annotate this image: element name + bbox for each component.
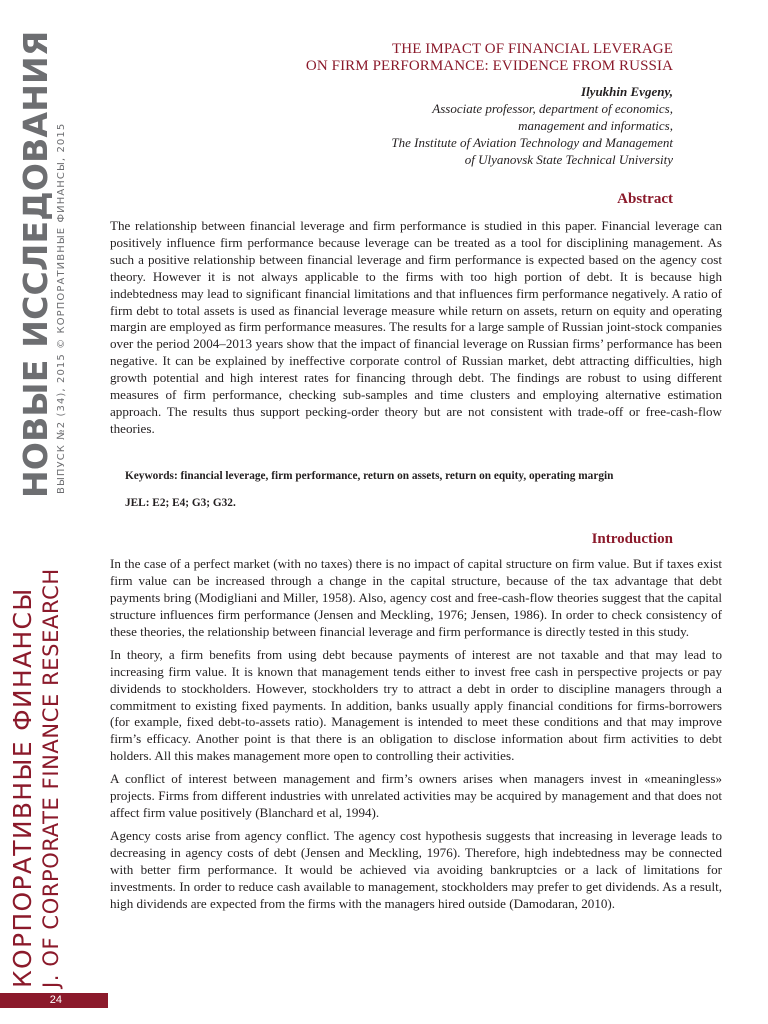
article-header xyxy=(240,41,673,168)
abstract-heading: Abstract xyxy=(617,191,673,207)
paper-title xyxy=(240,41,673,75)
abstract-paragraph: The relationship between financial leverage and firm performance is studied in this paper. Financial leverage can positively influence firm performance because leverage can be treated as a tool for disciplining management. As such a positive relationship between financial leverage and firm performance is expected based on the agency cost theory. However it is not always applicable to the firms with too high portion of debt. It is because high indebtedness may lead to significant financial limitations and that influences firm performance negatively. A ratio of firm debt to total assets is used as financial leverage measure while return on assets, return on equity and operating margin are employed as firm performance measures. The results for a large sample of Russian joint-stock companies over the period 2004–2013 years show that the impact of financial leverage on Russian firms’ performance has been negative. It can be explained by ineffective corporate control of Russian market, debt attracting difficulties, high growth potential and high interest rates for financing through debt. The findings are robust to using different measures of firm performance, checking sub-samples and time clusters and employing alternative estimation approach. The results thus support pecking-order theory but are not consistent with trade-off or free-cash-flow theories. xyxy=(110,218,722,436)
sidebar-rubric: НОВЫЕ ИССЛЕДОВАНИЯ xyxy=(16,30,55,498)
page-number: 24 xyxy=(49,994,62,1006)
author-affiliation-line: management and informatics, xyxy=(518,118,673,133)
author-block xyxy=(240,83,673,168)
paragraph: In the case of a perfect market (with no taxes) there is no impact of capital structure on firm value. But if taxes exist firm value can be increased through a change in the capital structure, because of the tax advantage that debt payments bring (Modigliani and Miller, 1958). Also, agency cost and free-cash-flow theories suggest that the capital structure influences firm performance (Jensen and Meckling, 1976; Jensen, 1986). In order to check consistency of these theories, the relationship between financial leverage and firm performance is directly tested in this study. xyxy=(110,556,722,639)
abstract-body xyxy=(110,218,722,444)
paragraph: In theory, a firm benefits from using debt because payments of interest are not taxable and that may lead to increasing firm value. It is known that management tends either to invest free cash in perspective projects or pay dividends to stockholders. However, stockholders try to attract a debt in order to discipline managers through a commitment to existing fixed payments. In addition, banks usually apply financial conditions for firms-borrowers (for example, fixed debt-to-assets ratio). Management is intended to meet these conditions and that may improve firm’s efficacy. Another point is that there is an obligation to disclose information about firm activities to debt holders. All this makes management more open to controlling their activities. xyxy=(110,646,722,764)
journal-title-ru: КОРПОРАТИВНЫЕ ФИНАНСЫ xyxy=(8,587,37,988)
paper-title-line: THE IMPACT OF FINANCIAL LEVERAGE xyxy=(392,41,673,57)
page-number-bar xyxy=(0,993,108,1008)
paragraph: A conflict of interest between management and firm’s owners arises when managers invest in «meaningless» projects. Firms from different industries with unrelated activities may be acquired by management and that does not affect firm value positively (Blanchard et al, 1994). xyxy=(110,771,722,821)
author-affiliation-line: The Institute of Aviation Technology and Management xyxy=(391,135,673,150)
paragraph: Agency costs arise from agency conflict. The agency cost hypothesis suggests that increasing in leverage leads to decreasing in agency costs of debt (Jensen and Meckling, 1976). Therefore, high indebtedness may be connected with better firm performance. It would be achieved via avoiding bankruptcies or a lack of limitations for investments. In order to reduce cash available to management, stockholders may prefer to get dividends. As a result, high dividends are expected from the firms with the managers hired outside (Damodaran, 2010). xyxy=(110,828,722,912)
author-name: Ilyukhin Evgeny, xyxy=(581,84,673,99)
journal-title-en: J. OF CORPORATE FINANCE RESEARCH xyxy=(39,568,63,988)
introduction-body xyxy=(110,556,722,919)
author-affiliation-line: of Ulyanovsk State Technical University xyxy=(464,152,673,167)
sidebar-issue-info: ВЫПУСК №2 (34), 2015 © КОРПОРАТИВНЫЕ ФИНАНСЫ, 2015 xyxy=(56,122,67,494)
introduction-heading: Introduction xyxy=(591,531,673,547)
jel-codes: JEL: E2; E4; G3; G32. xyxy=(125,497,236,509)
author-affiliation-line: Associate professor, department of economics, xyxy=(432,101,673,116)
paper-title-line: ON FIRM PERFORMANCE: EVIDENCE FROM RUSSIA xyxy=(305,58,673,74)
keywords-line: Keywords: financial leverage, firm performance, return on assets, return on equity, operating margin xyxy=(125,470,614,482)
